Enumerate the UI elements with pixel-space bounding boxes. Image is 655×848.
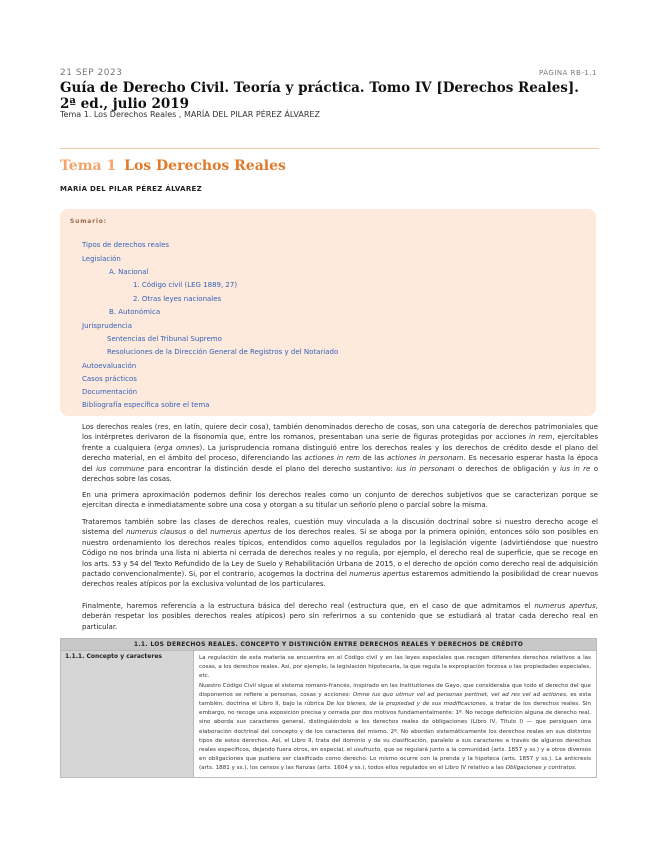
table-row-text-2: Nuestro Código Civil sigue el sistema romano-francés, inspirado en las Institutiones de Gayo, que consideraba que todo el derecho del que disponemos se refiere a personas, cosas y acciones: Omne ius quo utimur vel ad personas pertinet, vel ad res vel ad actiones, es esta también, doctrina el Libro II, bajo la rúbrica De los bienes, de la propiedad y de sus modificaciones, a tratar de los derechos reales. Sin embargo, no recoge una exposición precisa y cerrada por dos motivos fundamentalmente: 1º. No recoge definición alguna de derecho real, sino aborda sus caracteres general, distinguiéndolo a los derechos reales de obligaciones (Libro IV, Título I) — que persiguen una elaboración doctrinal del concepto y de los caracteres del mismo. 2º. No abordan sistemáticamente los derechos reales en sus distintos tipos de estos derechos. Así, el Libro II, trata del dominio y de su clasificación, paralelo a sus caracteres a través de algunos derechos reales específicos, dejando fuera otros, en especial, el usufructo, que se regulará junto a la comunidad (arts. 1857 y ss.) y a otros diversos en obligaciones que pudiera ser clasificado como derecho. Lo mismo ocurre con la prenda y la hipoteca (arts. 1857 y ss.). La anticresis (arts. 1881 y ss.), los censos y las fianzas (arts. 1604 y ss.), todos ellos regulados en el Libro IV relativo a las Obligaciones y contratos.	[199, 682, 592, 772]
table-row-label: 1.1.1. Concepto y caracteres	[61, 651, 194, 777]
toc-link-casos[interactable]: Casos prácticos	[82, 375, 137, 383]
header-divider	[60, 148, 599, 149]
table-row-text-1: La regulación de esta materia se encuentra en el Código civil y en las leyes especiales que recogen diferentes derechos relativos a las cosas, a los derechos reales. Así, por ejemplo, la legislación hipotecaria, la que regula la expropiación forzosa o las propiedades especiales, etc.	[199, 655, 591, 680]
toc-link-resoluciones[interactable]: Resoluciones de la Dirección General de Registros y del Notariado	[107, 348, 339, 356]
paragraph-3: Trataremos también sobre las clases de derechos reales, cuestión muy vinculada a la discusión doctrinal sobre si nuestro derecho acoge el sistema del numerus clausus o del numerus apertus de los derechos reales. Si se aboga por la primera opinión, entonces sólo son posibles en nuestro ordenamiento los derechos reales típicos, entendidos como aquellos regulados por la legislación vigente (advirtiéndose que nuestro Código no nos brinda una lista ni abierta ni cerrada de derechos reales y no regula, por ejemplo, el derecho real de superficie, que se recoge en los arts. 53 y 54 del Texto Refundido de la Ley de Suelo y Rehabilitación Urbana de 2015, o el derecho de opción como derecho real de adquisición pactado convencionalmente). Si, por el contrario, acogemos la doctrina del numerus apertus estaremos admitiendo la posibilidad de crear nuevos derechos reales atípicos por la exclusiva voluntad de los particulares.	[82, 518, 599, 589]
toc-link-legislacion[interactable]: Legislación	[82, 255, 121, 263]
toc-link-nacional[interactable]: A. Nacional	[109, 268, 149, 276]
toc-link-jurisprudencia[interactable]: Jurisprudencia	[82, 322, 132, 330]
chapter-author: MARÍA DEL PILAR PÉREZ ÁLVAREZ	[60, 185, 202, 193]
paragraph-2: En una primera aproximación podemos definir los derechos reales como un conjunto de derechos subjetivos que se caracterizan porque se ejercitan directa e inmediatamente sobre una cosa y otorgan a su titular un señorío pleno o parcial sobre la misma.	[82, 491, 598, 510]
page-date: 21 SEP 2023	[60, 68, 123, 78]
toc-link-sentencias[interactable]: Sentencias del Tribunal Supremo	[107, 335, 222, 343]
chapter-name: Los Derechos Reales	[124, 158, 286, 174]
summary-box	[60, 209, 596, 416]
toc-link-bibliografia[interactable]: Bibliografía específica sobre el tema	[82, 401, 210, 409]
toc-link-codigo-civil[interactable]: 1. Código civil (LEG 1889, 27)	[133, 281, 238, 289]
table-row	[61, 650, 596, 777]
toc-link-autonomica[interactable]: B. Autonómica	[109, 308, 161, 316]
page-reference: PÁGINA RB-1.1	[538, 69, 597, 77]
toc-link-autoevaluacion[interactable]: Autoevaluación	[82, 362, 137, 370]
toc-link-documentacion[interactable]: Documentación	[82, 388, 138, 396]
book-subtitle: Tema 1. Los Derechos Reales , MARÍA DEL PILAR PÉREZ ÁLVAREZ	[60, 110, 320, 119]
chapter-title	[60, 158, 286, 174]
table-header: 1.1. LOS DERECHOS REALES. CONCEPTO Y DISTINCIÓN ENTRE DERECHOS REALES Y DERECHOS DE CRÉDITO	[61, 639, 596, 650]
book-title: Guía de Derecho Civil. Teoría y práctica. Tomo IV [Derechos Reales]. 2ª ed., julio 2019	[60, 80, 579, 112]
summary-label: Sumario:	[70, 218, 107, 225]
concept-table	[60, 638, 597, 778]
chapter-number: Tema 1	[60, 158, 117, 174]
paragraph-1: Los derechos reales (res, en latín, quiere decir cosa), también denominados derecho de cosas, son una categoría de derechos patrimoniales que los intérpretes derivaron de la fisonomía que, entre los romanos, presentaban una serie de figuras protegidas por acciones in rem, ejercitables frente a cualquiera (erga omnes). La jurisprudencia romana distinguió entre los derechos reales y los derechos de crédito desde el plano del derecho material, en el ámbito del proceso, diferenciando las actiones in rem de las actiones in personam. Es necesario esperar hasta la época del ius commune para encontrar la distinción desde el plano del derecho sustantivo: ius in personam o derechos de obligación y ius in re o derechos sobre las cosas.	[82, 423, 599, 484]
toc-link-tipos[interactable]: Tipos de derechos reales	[82, 241, 170, 249]
toc-link-otras-leyes[interactable]: 2. Otras leyes nacionales	[133, 295, 222, 303]
paragraph-4: Finalmente, haremos referencia a la estructura básica del derecho real (estructura que, en el caso de que admitamos el numerus apertus, deberán respetar los posibles derechos reales atípicos) pero sin referirnos a su contenido que se estudiará al tratar cada derecho real en particular.	[82, 602, 598, 631]
table-row-content	[194, 651, 596, 777]
